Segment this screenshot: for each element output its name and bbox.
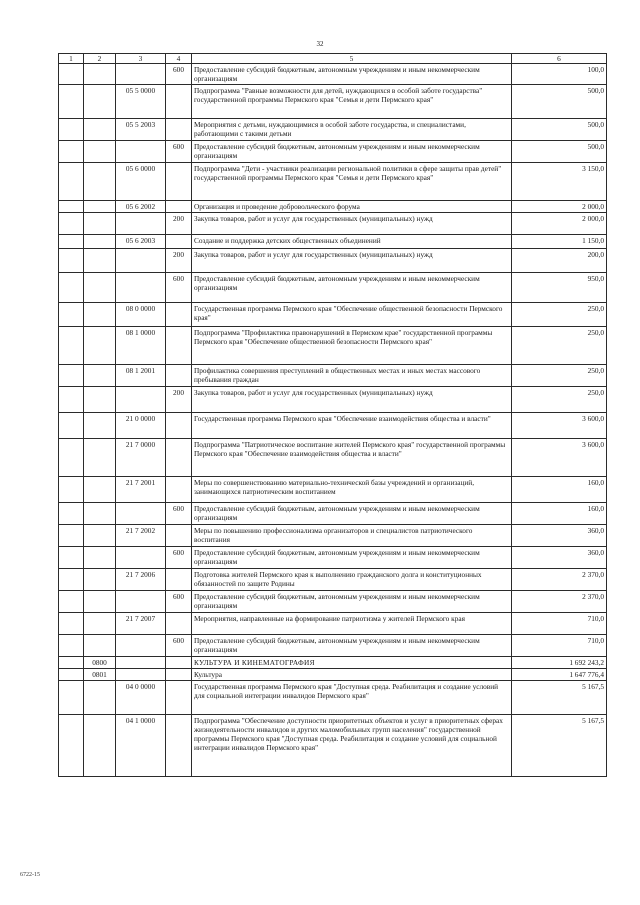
amount-cell: 160,0 (512, 503, 607, 525)
amount-cell: 500,0 (512, 119, 607, 141)
amount-cell: 250,0 (512, 327, 607, 365)
target-article-cell: 04 0 0000 (116, 681, 166, 715)
target-article-cell: 05 6 2002 (116, 201, 166, 213)
subsection-code-cell (84, 213, 116, 235)
section-code-cell (59, 327, 84, 365)
table-row (59, 327, 607, 365)
amount-cell: 3 600,0 (512, 413, 607, 439)
section-code-cell (59, 365, 84, 387)
section-code-cell (59, 477, 84, 503)
amount-cell: 2 000,0 (512, 201, 607, 213)
amount-cell: 160,0 (512, 477, 607, 503)
page-number: 32 (316, 40, 324, 48)
item-name-cell: Предоставление субсидий бюджетным, автономным учреждениям и иным некоммерческим организациям (192, 64, 512, 85)
subsection-code-cell (84, 569, 116, 591)
item-name-cell: Предоставление субсидий бюджетным, автономным учреждениям и иным некоммерческим организациям (192, 591, 512, 613)
section-code-cell (59, 547, 84, 569)
amount-cell: 100,0 (512, 64, 607, 85)
expense-type-cell: 200 (166, 387, 192, 413)
table-row (59, 235, 607, 249)
table-row (59, 439, 607, 477)
target-article-cell: 21 7 0000 (116, 439, 166, 477)
expense-type-cell (166, 235, 192, 249)
subsection-code-cell (84, 547, 116, 569)
item-name-cell: Подпрограмма "Дети - участники реализации региональной политики в сфере защиты прав детей" государственной программы Пермского края "Семья и дети Пермского края" (192, 163, 512, 201)
section-code-cell (59, 249, 84, 273)
item-name-cell: Создание и поддержка детских общественных объединений (192, 235, 512, 249)
expense-type-cell (166, 525, 192, 547)
item-name-cell: Мероприятия с детьми, нуждающимися в особой заботе государства, и специалистами, работающими с такими детьми (192, 119, 512, 141)
expense-type-cell: 600 (166, 273, 192, 303)
target-article-cell: 05 5 0000 (116, 85, 166, 119)
section-code-cell (59, 141, 84, 163)
section-code-cell (59, 201, 84, 213)
footer-code: 6722-15 (20, 872, 40, 878)
item-name-cell: Государственная программа Пермского края "Обеспечение взаимодействия общества и власти" (192, 413, 512, 439)
expense-type-cell (166, 303, 192, 327)
amount-cell: 500,0 (512, 85, 607, 119)
target-article-cell: 21 7 2007 (116, 613, 166, 635)
target-article-cell (116, 503, 166, 525)
table-row (59, 657, 607, 669)
expense-type-cell (166, 201, 192, 213)
target-article-cell (116, 387, 166, 413)
subsection-code-cell (84, 201, 116, 213)
subsection-code-cell (84, 119, 116, 141)
table-row (59, 413, 607, 439)
expense-type-cell (166, 613, 192, 635)
table-row (59, 213, 607, 235)
section-code-cell (59, 591, 84, 613)
section-code-cell (59, 569, 84, 591)
target-article-cell: 08 1 2001 (116, 365, 166, 387)
target-article-cell: 05 6 2003 (116, 235, 166, 249)
amount-cell: 500,0 (512, 141, 607, 163)
col-header-6: 6 (512, 54, 607, 64)
col-header-4: 4 (166, 54, 192, 64)
target-article-cell (116, 64, 166, 85)
amount-cell: 250,0 (512, 387, 607, 413)
expense-type-cell (166, 477, 192, 503)
item-name-cell: Подпрограмма "Патриотическое воспитание жителей Пермского края" государственной программы Пермского края "Обеспечение взаимодействия общества и власти" (192, 439, 512, 477)
table-row (59, 635, 607, 657)
section-code-cell (59, 715, 84, 777)
table-row (59, 64, 607, 85)
expense-type-cell (166, 669, 192, 681)
subsection-code-cell (84, 503, 116, 525)
table-body (59, 64, 607, 777)
expense-type-cell: 600 (166, 547, 192, 569)
subsection-code-cell (84, 163, 116, 201)
target-article-cell (116, 547, 166, 569)
subsection-code-cell (84, 273, 116, 303)
subsection-code-cell: 0800 (84, 657, 116, 669)
expense-type-cell (166, 85, 192, 119)
table-row (59, 273, 607, 303)
item-name-cell: Подпрограмма "Обеспечение доступности приоритетных объектов и услуг в приоритетных сферах жизнедеятельности инвалидов и других маломобильных групп населения" государственной программы Пермского края "Доступная среда. Реабилитация и создание условий для социальной интеграции инвалидов Пермского края" (192, 715, 512, 777)
expense-type-cell: 600 (166, 64, 192, 85)
subsection-code-cell (84, 439, 116, 477)
subsection-code-cell (84, 85, 116, 119)
amount-cell: 710,0 (512, 613, 607, 635)
amount-cell: 1 150,0 (512, 235, 607, 249)
amount-cell: 250,0 (512, 303, 607, 327)
item-name-cell: Подготовка жителей Пермского края к выполнению гражданского долга и конституционных обязанностей по защите Родины (192, 569, 512, 591)
table-row (59, 85, 607, 119)
section-code-cell (59, 303, 84, 327)
target-article-cell: 21 7 2002 (116, 525, 166, 547)
expense-type-cell (166, 327, 192, 365)
amount-cell: 200,0 (512, 249, 607, 273)
subsection-code-cell (84, 635, 116, 657)
amount-cell: 3 150,0 (512, 163, 607, 201)
section-code-cell (59, 163, 84, 201)
amount-cell: 2 370,0 (512, 591, 607, 613)
amount-cell: 710,0 (512, 635, 607, 657)
section-code-cell (59, 635, 84, 657)
item-name-cell: Меры по повышению профессионализма организаторов и специалистов патриотического воспитания (192, 525, 512, 547)
table-row (59, 681, 607, 715)
section-code-cell (59, 387, 84, 413)
item-name-cell: КУЛЬТУРА И КИНЕМАТОГРАФИЯ (192, 657, 512, 669)
table-row (59, 569, 607, 591)
amount-cell: 3 600,0 (512, 439, 607, 477)
table-row (59, 669, 607, 681)
section-code-cell (59, 681, 84, 715)
target-article-cell (116, 273, 166, 303)
item-name-cell: Предоставление субсидий бюджетным, автономным учреждениям и иным некоммерческим организациям (192, 635, 512, 657)
item-name-cell: Предоставление субсидий бюджетным, автономным учреждениям и иным некоммерческим организациям (192, 503, 512, 525)
expense-type-cell (166, 413, 192, 439)
table-header (59, 54, 607, 64)
item-name-cell: Закупка товаров, работ и услуг для государственных (муниципальных) нужд (192, 249, 512, 273)
item-name-cell: Предоставление субсидий бюджетным, автономным учреждениям и иным некоммерческим организациям (192, 547, 512, 569)
section-code-cell (59, 273, 84, 303)
item-name-cell: Государственная программа Пермского края "Доступная среда. Реабилитация и создание условий для социальной интеграции инвалидов Пермского края" (192, 681, 512, 715)
section-code-cell (59, 657, 84, 669)
subsection-code-cell (84, 413, 116, 439)
item-name-cell: Подпрограмма "Профилактика правонарушений в Пермском крае" государственной программы Пермского края "Обеспечение общественной безопасности Пермского края" (192, 327, 512, 365)
amount-cell: 360,0 (512, 525, 607, 547)
amount-cell: 2 000,0 (512, 213, 607, 235)
subsection-code-cell (84, 64, 116, 85)
item-name-cell: Организация и проведение добровольческого форума (192, 201, 512, 213)
target-article-cell (116, 213, 166, 235)
col-header-5: 5 (192, 54, 512, 64)
table-row (59, 477, 607, 503)
section-code-cell (59, 439, 84, 477)
amount-cell: 1 647 776,4 (512, 669, 607, 681)
target-article-cell (116, 635, 166, 657)
subsection-code-cell (84, 477, 116, 503)
target-article-cell (116, 249, 166, 273)
target-article-cell: 08 1 0000 (116, 327, 166, 365)
table-row (59, 387, 607, 413)
subsection-code-cell (84, 591, 116, 613)
subsection-code-cell (84, 681, 116, 715)
amount-cell: 250,0 (512, 365, 607, 387)
section-code-cell (59, 119, 84, 141)
amount-cell: 1 692 243,2 (512, 657, 607, 669)
item-name-cell: Закупка товаров, работ и услуг для государственных (муниципальных) нужд (192, 387, 512, 413)
item-name-cell: Меры по совершенствованию материально-технической базы учреждений и организаций, занимающихся патриотическим воспитанием (192, 477, 512, 503)
target-article-cell: 21 7 2006 (116, 569, 166, 591)
section-code-cell (59, 85, 84, 119)
table-row (59, 303, 607, 327)
expense-type-cell: 200 (166, 213, 192, 235)
section-code-cell (59, 503, 84, 525)
expense-type-cell (166, 569, 192, 591)
item-name-cell: Предоставление субсидий бюджетным, автономным учреждениям и иным некоммерческим организациям (192, 273, 512, 303)
subsection-code-cell (84, 249, 116, 273)
amount-cell: 5 167,5 (512, 715, 607, 777)
item-name-cell: Предоставление субсидий бюджетным, автономным учреждениям и иным некоммерческим организациям (192, 141, 512, 163)
table-row (59, 715, 607, 777)
subsection-code-cell (84, 235, 116, 249)
col-header-3: 3 (116, 54, 166, 64)
expense-type-cell (166, 657, 192, 669)
subsection-code-cell (84, 613, 116, 635)
target-article-cell: 21 7 2001 (116, 477, 166, 503)
table-row (59, 613, 607, 635)
amount-cell: 2 370,0 (512, 569, 607, 591)
subsection-code-cell (84, 715, 116, 777)
item-name-cell: Культура (192, 669, 512, 681)
expense-type-cell: 200 (166, 249, 192, 273)
expense-type-cell (166, 715, 192, 777)
section-code-cell (59, 613, 84, 635)
table-row (59, 591, 607, 613)
section-code-cell (59, 413, 84, 439)
target-article-cell (116, 591, 166, 613)
expense-type-cell (166, 681, 192, 715)
expense-type-cell: 600 (166, 635, 192, 657)
expense-type-cell (166, 439, 192, 477)
section-code-cell (59, 213, 84, 235)
subsection-code-cell (84, 303, 116, 327)
table-row (59, 503, 607, 525)
amount-cell: 5 167,5 (512, 681, 607, 715)
col-header-1: 1 (59, 54, 84, 64)
subsection-code-cell (84, 525, 116, 547)
expense-type-cell (166, 163, 192, 201)
table-row (59, 365, 607, 387)
target-article-cell: 05 6 0000 (116, 163, 166, 201)
target-article-cell: 04 1 0000 (116, 715, 166, 777)
expense-type-cell (166, 119, 192, 141)
table-row (59, 547, 607, 569)
target-article-cell: 05 5 2003 (116, 119, 166, 141)
table-row (59, 249, 607, 273)
section-code-cell (59, 525, 84, 547)
table-row (59, 119, 607, 141)
item-name-cell: Профилактика совершения преступлений в общественных местах и иных местах массового пребывания граждан (192, 365, 512, 387)
table-row (59, 163, 607, 201)
expense-type-cell: 600 (166, 503, 192, 525)
amount-cell: 360,0 (512, 547, 607, 569)
section-code-cell (59, 235, 84, 249)
subsection-code-cell (84, 141, 116, 163)
table-row (59, 201, 607, 213)
item-name-cell: Подпрограмма "Равные возможности для детей, нуждающихся в особой заботе государства" государственной программы Пермского края "Семья и дети Пермского края" (192, 85, 512, 119)
budget-table (58, 53, 607, 777)
expense-type-cell: 600 (166, 141, 192, 163)
subsection-code-cell (84, 327, 116, 365)
table-row (59, 525, 607, 547)
target-article-cell: 08 0 0000 (116, 303, 166, 327)
target-article-cell: 21 0 0000 (116, 413, 166, 439)
target-article-cell (116, 657, 166, 669)
section-code-cell (59, 669, 84, 681)
section-code-cell (59, 64, 84, 85)
amount-cell: 950,0 (512, 273, 607, 303)
expense-type-cell (166, 365, 192, 387)
target-article-cell (116, 669, 166, 681)
header-row (59, 54, 607, 64)
subsection-code-cell (84, 387, 116, 413)
subsection-code-cell (84, 365, 116, 387)
item-name-cell: Мероприятия, направленные на формирование патриотизма у жителей Пермского края (192, 613, 512, 635)
subsection-code-cell: 0801 (84, 669, 116, 681)
table-row (59, 141, 607, 163)
expense-type-cell: 600 (166, 591, 192, 613)
item-name-cell: Государственная программа Пермского края "Обеспечение общественной безопасности Пермского края" (192, 303, 512, 327)
col-header-2: 2 (84, 54, 116, 64)
item-name-cell: Закупка товаров, работ и услуг для государственных (муниципальных) нужд (192, 213, 512, 235)
target-article-cell (116, 141, 166, 163)
